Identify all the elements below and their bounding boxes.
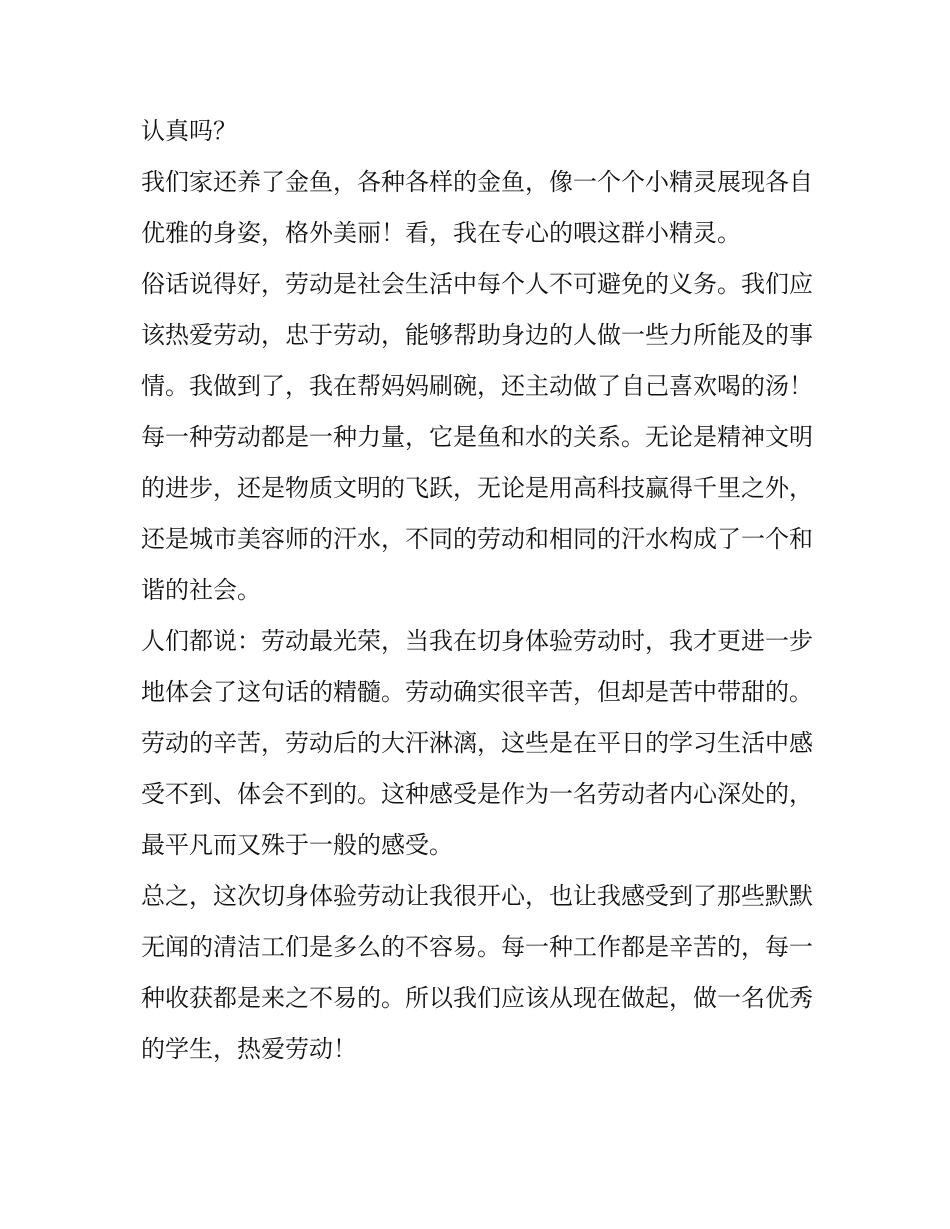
document-body — [141, 106, 813, 1075]
paragraph: 人们都说：劳动最光荣，当我在切身体验劳动时，我才更进一步地体会了这句话的精髓。劳动确实很辛苦，但却是苦中带甜的。劳动的辛苦，劳动后的大汗淋漓，这些是在平日的学习生活中感受不到、体会不到的。这种感受是作为一名劳动者内心深处的，最平凡而又殊于一般的感受。 — [141, 627, 813, 859]
paragraph: 我们家还养了金鱼，各种各样的金鱼，像一个个小精灵展现各自优雅的身姿，格外美丽！看，我在专心的喂这群小精灵。 — [141, 168, 813, 247]
paragraph: 每一种劳动都是一种力量，它是鱼和水的关系。无论是精神文明的进步，还是物质文明的飞跃，无论是用高科技赢得千里之外，还是城市美容师的汗水，不同的劳动和相同的汗水构成了一个和谐的社会。 — [141, 423, 813, 604]
paragraph: 俗话说得好，劳动是社会生活中每个人不可避免的义务。我们应该热爱劳动，忠于劳动，能够帮助身边的人做一些力所能及的事情。我做到了，我在帮妈妈刷碗，还主动做了自己喜欢喝的汤！ — [141, 270, 813, 400]
paragraph: 认真吗？ — [141, 117, 237, 145]
paragraph: 总之，这次切身体验劳动让我很开心，也让我感受到了那些默默无闻的清洁工们是多么的不容易。每一种工作都是辛苦的，每一种收获都是来之不易的。所以我们应该从现在做起，做一名优秀的学生，热爱劳动！ — [141, 882, 813, 1063]
